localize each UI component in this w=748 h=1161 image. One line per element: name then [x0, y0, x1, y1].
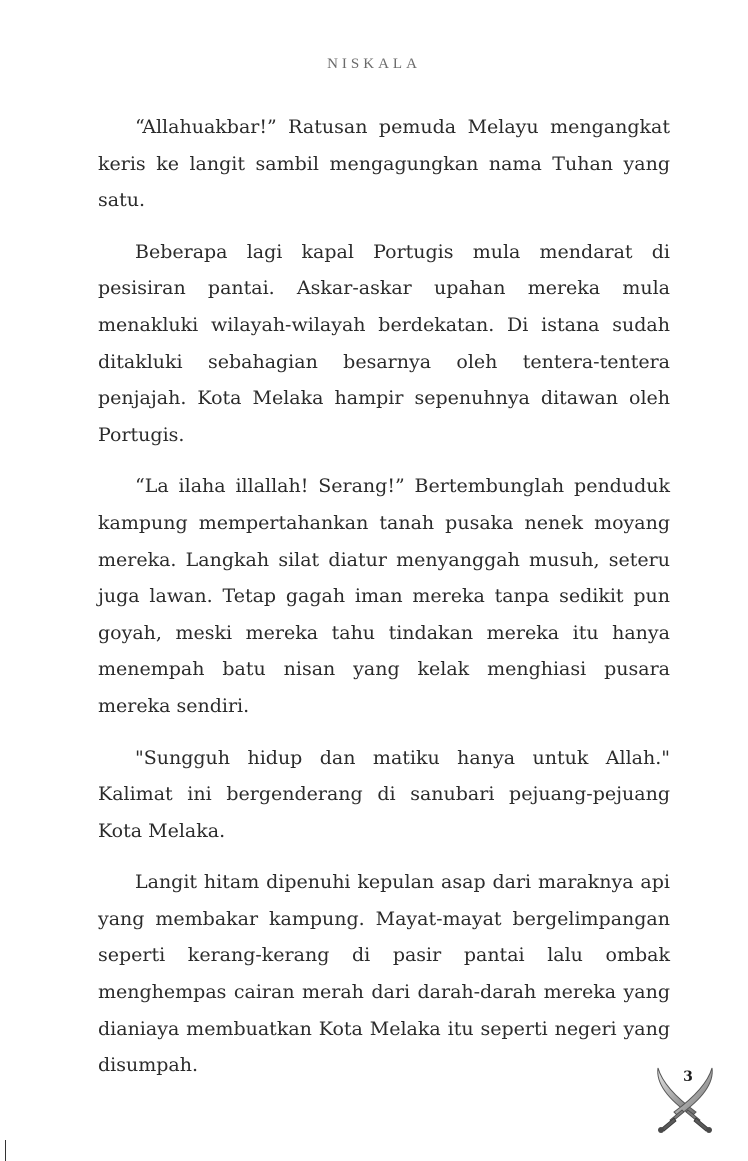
- chapter-body: [98, 109, 670, 1099]
- page-number: 3: [683, 1069, 693, 1085]
- paragraph-5: Langit hitam dipenuhi kepulan asap dari maraknya api yang membakar kampung. Mayat-mayat bergelimpangan seperti kerang-kerang di pasir pantai lalu ombak menghempas cairan merah dari darah-darah mereka yang dianiaya membuatkan Kota Melaka itu seperti negeri yang disumpah.: [98, 871, 670, 1077]
- paragraph-3: “La ilaha illallah! Serang!” Bertembunglah penduduk kampung mempertahankan tanah pusaka nenek moyang mereka. Langkah silat diatur menyanggah musuh, seteru juga lawan. Tetap gagah iman mereka tanpa sedikit pun goyah, meski mereka tahu tindakan mereka itu hanya menempah batu nisan yang kelak menghiasi pusara mereka sendiri.: [98, 475, 670, 717]
- paragraph-1: “Allahuakbar!” Ratusan pemuda Melayu mengangkat keris ke langit sambil mengagungkan nama Tuhan yang satu.: [98, 116, 670, 212]
- crop-mark: [5, 1140, 6, 1161]
- paragraph-2: Beberapa lagi kapal Portugis mula mendarat di pesisiran pantai. Askar-askar upahan mereka mula menakluki wilayah-wilayah berdekatan. Di istana sudah ditakluki sebahagian besarnya oleh tentera-tentera penjajah. Kota Melaka hampir sepenuhnya ditawan oleh Portugis.: [98, 240, 670, 446]
- running-header-title: NISKALA: [327, 56, 421, 72]
- paragraph-4: "Sungguh hidup dan matiku hanya untuk Allah." Kalimat ini bergenderang di sanubari pejuang-pejuang Kota Melaka.: [98, 746, 670, 842]
